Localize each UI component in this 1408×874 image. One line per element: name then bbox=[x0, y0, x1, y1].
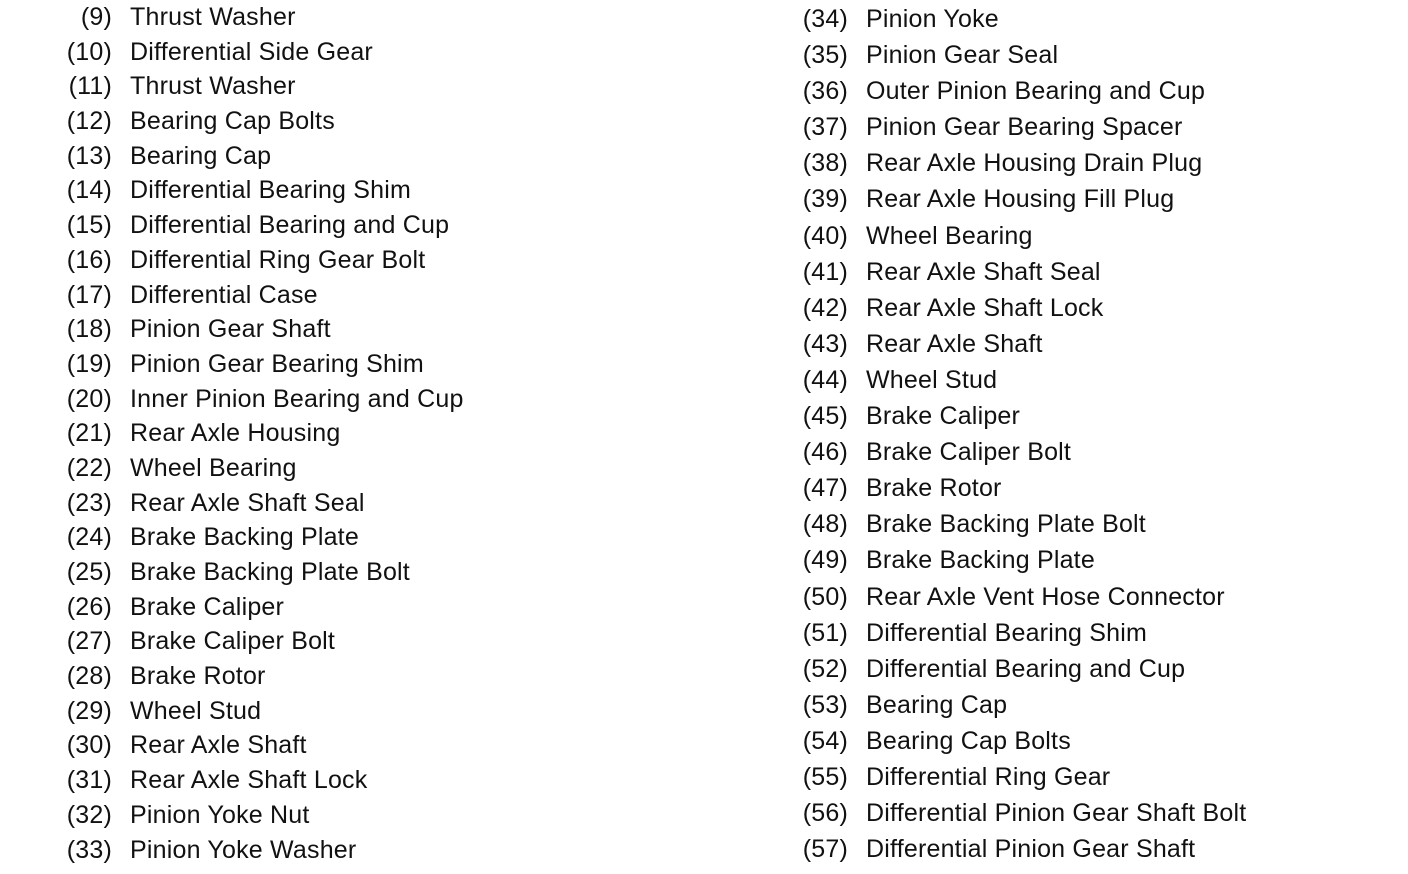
part-name: Wheel Bearing bbox=[130, 453, 297, 482]
part-item-17 bbox=[56, 278, 318, 313]
part-name: Brake Backing Plate bbox=[130, 523, 359, 552]
part-name: Rear Axle Shaft bbox=[130, 731, 307, 760]
part-number: (9) bbox=[80, 3, 112, 31]
part-name: Rear Axle Shaft Seal bbox=[130, 488, 365, 517]
part-item-16 bbox=[56, 243, 426, 278]
part-name: Rear Axle Housing Fill Plug bbox=[866, 185, 1175, 214]
part-name: Rear Axle Shaft Lock bbox=[866, 293, 1104, 322]
part-item-42 bbox=[792, 290, 1104, 326]
part-number: (57) bbox=[802, 835, 848, 864]
part-number: (32) bbox=[66, 800, 112, 829]
part-name: Pinion Gear Bearing Shim bbox=[130, 349, 424, 378]
part-item-26 bbox=[56, 590, 285, 625]
part-name: Brake Backing Plate Bolt bbox=[130, 558, 410, 586]
part-number: (38) bbox=[802, 149, 848, 178]
part-number: (23) bbox=[66, 488, 112, 517]
part-number: (36) bbox=[802, 77, 848, 106]
part-item-34 bbox=[792, 1, 999, 37]
part-name: Differential Bearing and Cup bbox=[130, 211, 450, 240]
parts-list-left-column bbox=[56, 0, 464, 867]
part-number: (54) bbox=[802, 726, 848, 755]
part-number: (35) bbox=[802, 41, 848, 70]
part-name: Differential Pinion Gear Shaft Bolt bbox=[866, 799, 1247, 828]
part-item-29 bbox=[56, 694, 262, 729]
part-number: (27) bbox=[66, 627, 112, 656]
part-number: (42) bbox=[802, 293, 848, 322]
part-name: Differential Bearing Shim bbox=[866, 618, 1148, 647]
part-item-38 bbox=[792, 145, 1203, 181]
part-item-43 bbox=[792, 326, 1043, 362]
part-item-44 bbox=[792, 362, 998, 398]
part-number: (11) bbox=[68, 72, 112, 101]
part-number: (20) bbox=[66, 384, 112, 413]
part-item-48 bbox=[792, 506, 1146, 542]
part-item-40 bbox=[792, 218, 1033, 254]
part-item-23 bbox=[56, 486, 365, 521]
part-name: Differential Bearing Shim bbox=[130, 176, 412, 205]
part-name: Differential Bearing and Cup bbox=[866, 654, 1186, 683]
part-name: Rear Axle Vent Hose Connector bbox=[866, 582, 1225, 611]
part-name: Pinion Gear Bearing Spacer bbox=[866, 113, 1183, 142]
parts-list-right-column bbox=[792, 1, 1247, 867]
part-name: Inner Pinion Bearing and Cup bbox=[130, 384, 464, 413]
part-item-36 bbox=[792, 73, 1206, 109]
part-number: (51) bbox=[802, 618, 848, 647]
part-item-33 bbox=[56, 833, 357, 868]
part-item-15 bbox=[56, 208, 450, 243]
part-item-27 bbox=[56, 624, 336, 659]
part-item-25 bbox=[56, 555, 410, 590]
part-item-41 bbox=[792, 254, 1101, 290]
part-name: Pinion Yoke bbox=[866, 5, 999, 33]
part-item-52 bbox=[792, 651, 1186, 687]
part-name: Differential Ring Gear Bolt bbox=[130, 245, 426, 274]
part-item-20 bbox=[56, 382, 464, 417]
part-item-24 bbox=[56, 520, 359, 555]
part-name: Differential Case bbox=[130, 280, 318, 309]
part-item-50 bbox=[792, 579, 1225, 615]
part-name: Wheel Bearing bbox=[866, 221, 1033, 250]
part-item-53 bbox=[792, 687, 1008, 723]
part-name: Differential Side Gear bbox=[130, 37, 373, 66]
part-number: (46) bbox=[802, 438, 848, 467]
part-number: (45) bbox=[802, 402, 848, 431]
part-item-37 bbox=[792, 109, 1183, 145]
part-number: (52) bbox=[802, 654, 848, 683]
part-number: (17) bbox=[66, 280, 112, 309]
part-item-57 bbox=[792, 831, 1196, 867]
part-name: Pinion Gear Seal bbox=[866, 41, 1059, 70]
part-item-9 bbox=[56, 0, 296, 35]
part-name: Brake Caliper Bolt bbox=[130, 627, 336, 656]
part-item-18 bbox=[56, 312, 331, 347]
part-number: (28) bbox=[66, 662, 112, 691]
part-name: Brake Backing Plate Bolt bbox=[866, 510, 1146, 539]
part-number: (19) bbox=[66, 349, 112, 378]
part-number: (22) bbox=[66, 453, 112, 482]
part-number: (53) bbox=[802, 690, 848, 719]
part-item-31 bbox=[56, 763, 368, 798]
part-number: (50) bbox=[802, 582, 848, 611]
part-number: (44) bbox=[802, 365, 848, 394]
part-name: Brake Caliper bbox=[130, 592, 285, 621]
part-item-13 bbox=[56, 139, 272, 174]
part-number: (21) bbox=[66, 419, 112, 448]
part-name: Pinion Gear Shaft bbox=[130, 315, 331, 344]
part-name: Brake Caliper bbox=[866, 402, 1021, 431]
part-item-49 bbox=[792, 542, 1095, 578]
part-item-56 bbox=[792, 795, 1247, 831]
part-item-35 bbox=[792, 37, 1059, 73]
part-name: Wheel Stud bbox=[130, 696, 262, 725]
part-number: (25) bbox=[66, 558, 112, 586]
part-name: Thrust Washer bbox=[130, 3, 296, 31]
part-number: (30) bbox=[66, 731, 112, 760]
part-number: (40) bbox=[802, 221, 848, 250]
part-name: Pinion Yoke Washer bbox=[130, 835, 357, 864]
part-item-47 bbox=[792, 470, 1002, 506]
part-number: (14) bbox=[66, 176, 112, 205]
part-number: (13) bbox=[66, 141, 112, 170]
part-number: (55) bbox=[802, 762, 848, 791]
part-number: (48) bbox=[802, 510, 848, 539]
part-item-19 bbox=[56, 347, 424, 382]
part-name: Brake Rotor bbox=[130, 662, 266, 691]
part-name: Wheel Stud bbox=[866, 365, 998, 394]
part-item-45 bbox=[792, 398, 1021, 434]
part-number: (41) bbox=[802, 257, 848, 286]
part-name: Rear Axle Shaft Lock bbox=[130, 766, 368, 795]
part-number: (37) bbox=[802, 113, 848, 142]
part-number: (16) bbox=[66, 245, 112, 274]
part-number: (12) bbox=[66, 107, 112, 136]
part-number: (31) bbox=[66, 766, 112, 795]
part-item-12 bbox=[56, 104, 335, 139]
part-name: Bearing Cap Bolts bbox=[130, 107, 335, 136]
part-number: (39) bbox=[802, 185, 848, 214]
part-name: Bearing Cap bbox=[866, 690, 1008, 719]
part-name: Outer Pinion Bearing and Cup bbox=[866, 77, 1206, 106]
part-item-39 bbox=[792, 181, 1175, 217]
part-item-14 bbox=[56, 173, 412, 208]
part-number: (29) bbox=[66, 696, 112, 725]
part-item-32 bbox=[56, 798, 310, 833]
part-number: (10) bbox=[66, 37, 112, 66]
part-number: (47) bbox=[802, 474, 848, 503]
part-name: Thrust Washer bbox=[130, 72, 296, 101]
part-name: Bearing Cap bbox=[130, 141, 272, 170]
part-name: Rear Axle Housing Drain Plug bbox=[866, 149, 1203, 178]
part-number: (56) bbox=[802, 799, 848, 828]
part-name: Rear Axle Shaft Seal bbox=[866, 257, 1101, 286]
part-name: Rear Axle Housing bbox=[130, 419, 341, 448]
part-name: Brake Rotor bbox=[866, 474, 1002, 503]
part-name: Brake Backing Plate bbox=[866, 546, 1095, 575]
part-number: (34) bbox=[802, 5, 848, 33]
part-number: (49) bbox=[802, 546, 848, 575]
part-item-54 bbox=[792, 723, 1071, 759]
part-name: Rear Axle Shaft bbox=[866, 329, 1043, 358]
part-item-21 bbox=[56, 416, 341, 451]
part-item-22 bbox=[56, 451, 297, 486]
part-item-10 bbox=[56, 35, 373, 70]
part-name: Differential Ring Gear bbox=[866, 762, 1111, 791]
part-item-55 bbox=[792, 759, 1111, 795]
part-item-11 bbox=[56, 69, 296, 104]
part-number: (26) bbox=[66, 592, 112, 621]
part-name: Brake Caliper Bolt bbox=[866, 438, 1072, 467]
part-number: (15) bbox=[66, 211, 112, 240]
part-number: (33) bbox=[66, 835, 112, 864]
part-number: (43) bbox=[802, 329, 848, 358]
part-number: (18) bbox=[66, 315, 112, 344]
part-number: (24) bbox=[66, 523, 112, 552]
part-name: Bearing Cap Bolts bbox=[866, 726, 1071, 755]
part-item-28 bbox=[56, 659, 266, 694]
part-item-46 bbox=[792, 434, 1072, 470]
part-item-51 bbox=[792, 615, 1148, 651]
part-item-30 bbox=[56, 728, 307, 763]
part-name: Differential Pinion Gear Shaft bbox=[866, 835, 1196, 864]
part-name: Pinion Yoke Nut bbox=[130, 800, 310, 829]
